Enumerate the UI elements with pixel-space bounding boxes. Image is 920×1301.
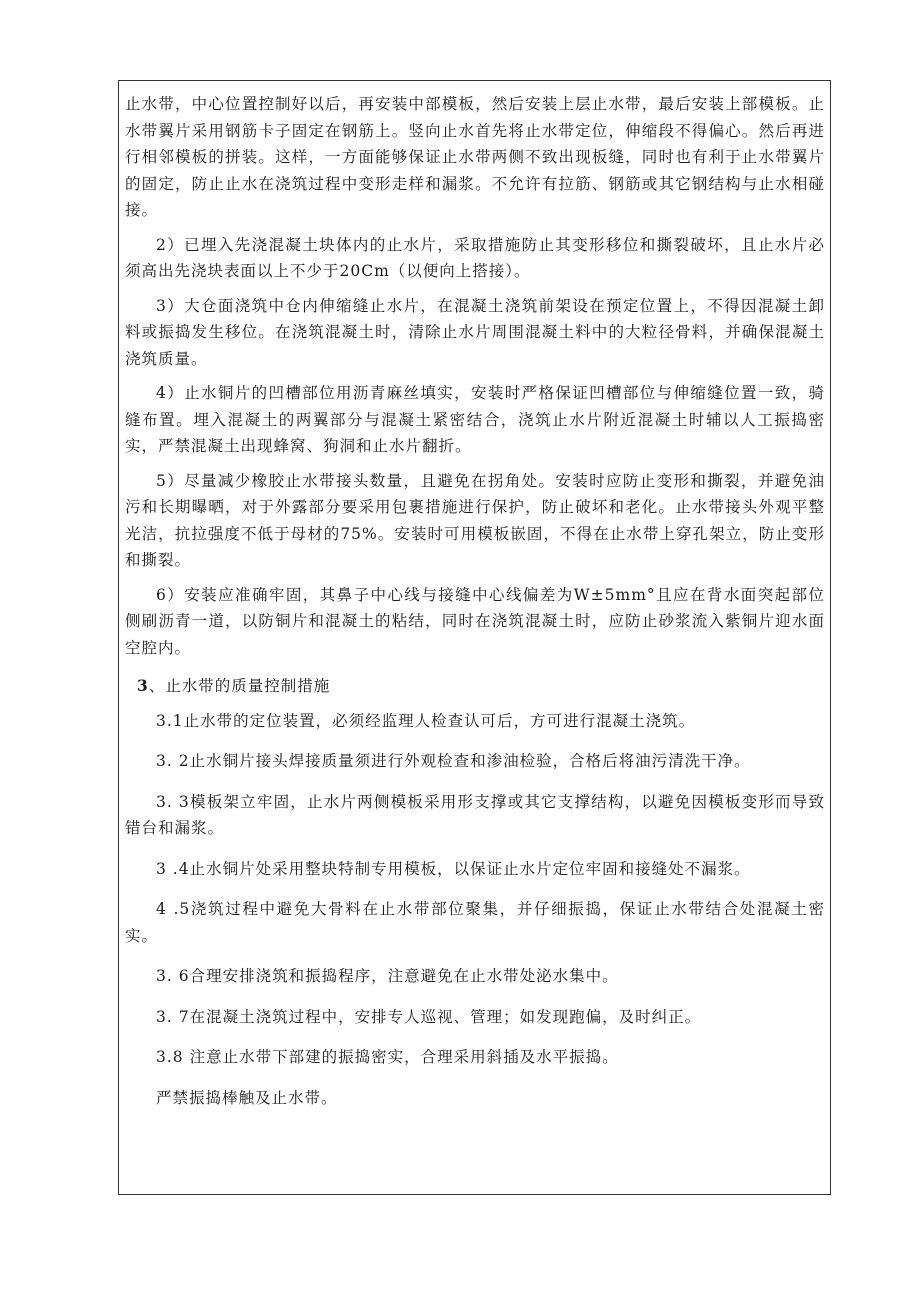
document-frame [118, 80, 831, 1195]
paragraph-continued: 止水带，中心位置控制好以后，再安装中部模板，然后安装上层止水带，最后安装上部模板。止水带翼片采用钢筋卡子固定在钢筋上。竖向止水首先将止水带定位，伸缩段不得偏心。然后再进行相邻模板的拼装。这样，一方面能够保证止水带两侧不致出现板缝，同时也有利于止水带翼片的固定，防止止水在浇筑过程中变形走样和漏浆。不允许有拉筋、钢筋或其它钢结构与止水相碰接。 [125, 95, 825, 219]
paragraph-item-4: 4）止水铜片的凹槽部位用沥青麻丝填实，安装时严格保证凹槽部位与伸缩缝位置一致，骑缝布置。埋入混凝土的两翼部分与混凝土紧密结合，浇筑止水片附近混凝土时辅以人工振捣密实，严禁混凝土出现蜂窝、狗洞和止水片翻折。 [125, 384, 825, 455]
document-body [125, 91, 825, 1111]
measure-item-1: 3.1止水带的定位装置，必须经监理人检查认可后，方可进行混凝土浇筑。 [156, 711, 696, 730]
measure-item-3: 3. 3模板架立牢固，止水片两侧模板采用形支撑或其它支撑结构，以避免因模板变形而导致错台和漏浆。 [125, 792, 825, 837]
measure-item-4: 3 .4止水铜片处采用整块特制专用模板，以保证止水片定位牢固和接缝处不漏浆。 [156, 859, 751, 878]
measure-item-8: 3.8 注意止水带下部建的振捣密实，合理采用斜插及水平振捣。 [156, 1048, 619, 1066]
measure-item-7: 3. 7在混凝土浇筑过程中，安排专人巡视、管理；如发现跑偏，及时纠正。 [156, 1007, 702, 1026]
paragraph-item-6: 6）安装应准确牢固，其鼻子中心线与接缝中心线偏差为W±5mm°且应在背水面突起部位侧刷沥青一道，以防铜片和混凝土的粘结，同时在浇筑混凝土时，应防止砂浆流入紫铜片迎水面空腔内。 [125, 585, 825, 657]
paragraph-item-5: 5）尽量减少橡胶止水带接头数量，且避免在拐角处。安装时应防止变形和撕裂，并避免油污和长期曝晒，对于外露部分要采用包裹措施进行保护，防止破坏和老化。止水带接头外观平整光洁，抗拉强度不低于母材的75%。安装时可用模板嵌固，不得在止水带上穿孔架立，防止变形和撕裂。 [125, 471, 825, 569]
paragraph-item-2: 2）已埋入先浇混凝土块体内的止水片，采取措施防止其变形移位和撕裂破坏，且止水片必须高出先浇块表面以上不少于20Cm（以便向上搭接）。 [125, 235, 825, 280]
section-number: 3 [137, 676, 149, 695]
paragraph-item-3: 3）大仓面浇筑中仓内伸缩缝止水片，在混凝土浇筑前架设在预定位置上，不得因混凝土卸料或振捣发生移位。在浇筑混凝土时，清除止水片周围混凝土料中的大粒径骨料，并确保混凝土浇筑质量。 [125, 296, 825, 368]
measure-item-9: 严禁振捣棒触及止水带。 [156, 1088, 338, 1107]
measure-item-5: 4 .5浇筑过程中避免大骨料在止水带部位聚集，并仔细振捣，保证止水带结合处混凝土密实。 [125, 900, 825, 945]
measure-item-2: 3. 2止水铜片接头焊接质量须进行外观检查和渗油检验，合格后将油污清洗干净。 [156, 752, 751, 770]
section-title: 、止水带的质量控制措施 [148, 677, 331, 695]
section-heading [125, 673, 825, 700]
measure-item-6: 3. 6合理安排浇筑和振捣程序，注意避免在止水带处泌水集中。 [156, 967, 619, 985]
